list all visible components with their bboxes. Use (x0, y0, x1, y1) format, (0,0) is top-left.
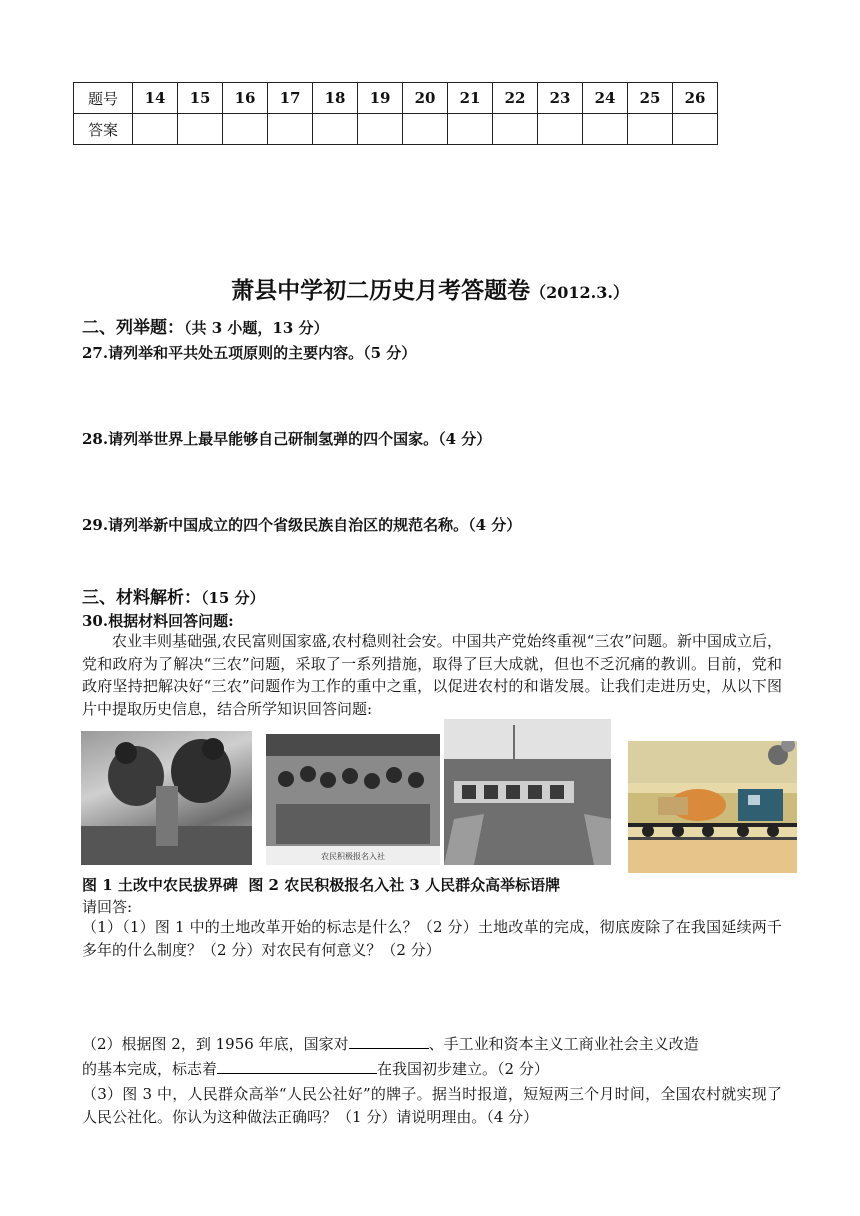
material-paragraph: 农业丰则基础强,农民富则国家盛,农村稳则社会安。中国共产党始终重视“三农”问题。新中国成立后，党和政府为了解决“三农”问题，采取了一系列措施，取得了巨大成就，但也不乏沉痛的教训。目前，党和政府坚持把解决好“三农”问题作为工作的重中之重，以促进农村的和谐发展。让我们走进历史，从以下图片中提取历史信息，结合所学知识回答问题: (82, 632, 782, 718)
answer-table (73, 82, 718, 145)
question-number: 15 (178, 83, 223, 114)
answer-cell[interactable] (313, 114, 358, 145)
answer-cell[interactable] (493, 114, 538, 145)
question-30: 30.根据材料回答问题: (82, 612, 234, 630)
sub-question-2-line-1 (82, 1032, 782, 1056)
farmers-pulling-boundary-stone-image (81, 731, 252, 865)
section-2-note: （共 3 小题，13 分） (184, 319, 329, 337)
answer-blank[interactable] (217, 1057, 377, 1074)
sub-question-2-text-d: 在我国初步建立。（2 分） (377, 1060, 549, 1078)
table-row (74, 114, 718, 145)
title-date: （2012.3.） (530, 283, 629, 302)
answer-blank[interactable] (349, 1032, 429, 1049)
figure-1-photo (81, 731, 252, 865)
sub-question-2-text-b: 、手工业和资本主义工商业社会主义改造 (428, 1035, 699, 1053)
question-number: 22 (493, 83, 538, 114)
answer-cell[interactable] (403, 114, 448, 145)
question-28: 28.请列举世界上最早能够自己研制氢弹的四个国家。（4 分） (82, 430, 492, 448)
section-3-note: （15 分） (201, 589, 265, 607)
figure-4-cartoon (628, 741, 797, 873)
question-number: 14 (133, 83, 178, 114)
answer-cell[interactable] (223, 114, 268, 145)
question-number: 19 (358, 83, 403, 114)
sub-question-2-text-a: （2）根据图 2，到 1956 年底，国家对 (82, 1035, 349, 1053)
row-label-answer: 答案 (74, 114, 133, 145)
answer-cell[interactable] (583, 114, 628, 145)
please-answer-label: 请回答: (82, 898, 133, 916)
figure-captions: 图 1 土改中农民拔界碑 图 2 农民积极报名入社 3 人民群众高举标语牌 (82, 876, 561, 894)
question-number: 21 (448, 83, 493, 114)
sub-question-1: （1）（1）图 1 中的土地改革开始的标志是什么？（2 分）土地改革的完成，彻底废除了在我国延续两千多年的什么制度？（2 分）对农民有何意义？（2 分） (82, 918, 782, 959)
answer-cell[interactable] (358, 114, 403, 145)
section-3-header (82, 583, 265, 608)
figure-2-photo (266, 734, 440, 865)
answer-cell[interactable] (268, 114, 313, 145)
grain-train-cartoon-image (628, 741, 797, 873)
answer-cell[interactable] (178, 114, 223, 145)
answer-cell[interactable] (448, 114, 493, 145)
section-3-heading: 三、材料解析： (82, 588, 201, 608)
figure-3-photo (444, 719, 611, 865)
title-main: 萧县中学初二历史月考答题卷 (231, 277, 531, 304)
answer-cell[interactable] (673, 114, 718, 145)
question-29: 29.请列举新中国成立的四个省级民族自治区的规范名称。（4 分） (82, 516, 522, 534)
question-number: 25 (628, 83, 673, 114)
question-number: 23 (538, 83, 583, 114)
answer-cell[interactable] (628, 114, 673, 145)
answer-cell[interactable] (538, 114, 583, 145)
question-number: 24 (583, 83, 628, 114)
question-number: 16 (223, 83, 268, 114)
photo-2-caption: 农民积极报名入社 (321, 852, 385, 861)
answer-cell[interactable] (133, 114, 178, 145)
sub-question-3: （3）图 3 中，人民群众高举“人民公社好”的牌子。据当时报道，短短两三个月时间，全国农村就实现了人民公社化。你认为这种做法正确吗？（1 分）请说明理由。（4 分） (82, 1085, 782, 1126)
row-label-number: 题号 (74, 83, 133, 114)
question-number: 26 (673, 83, 718, 114)
sub-question-2-text-c: 的基本完成，标志着 (82, 1060, 218, 1078)
question-number: 17 (268, 83, 313, 114)
section-2-header (82, 313, 328, 338)
farmers-signing-up-image (266, 734, 440, 865)
section-2-heading: 二、列举题： (82, 318, 184, 338)
question-number: 20 (403, 83, 448, 114)
question-27: 27.请列举和平共处五项原则的主要内容。（5 分） (82, 344, 417, 362)
page-title (0, 272, 860, 305)
table-row (74, 83, 718, 114)
sub-question-2-line-2 (82, 1057, 782, 1081)
crowd-with-banner-image (444, 719, 611, 865)
question-number: 18 (313, 83, 358, 114)
